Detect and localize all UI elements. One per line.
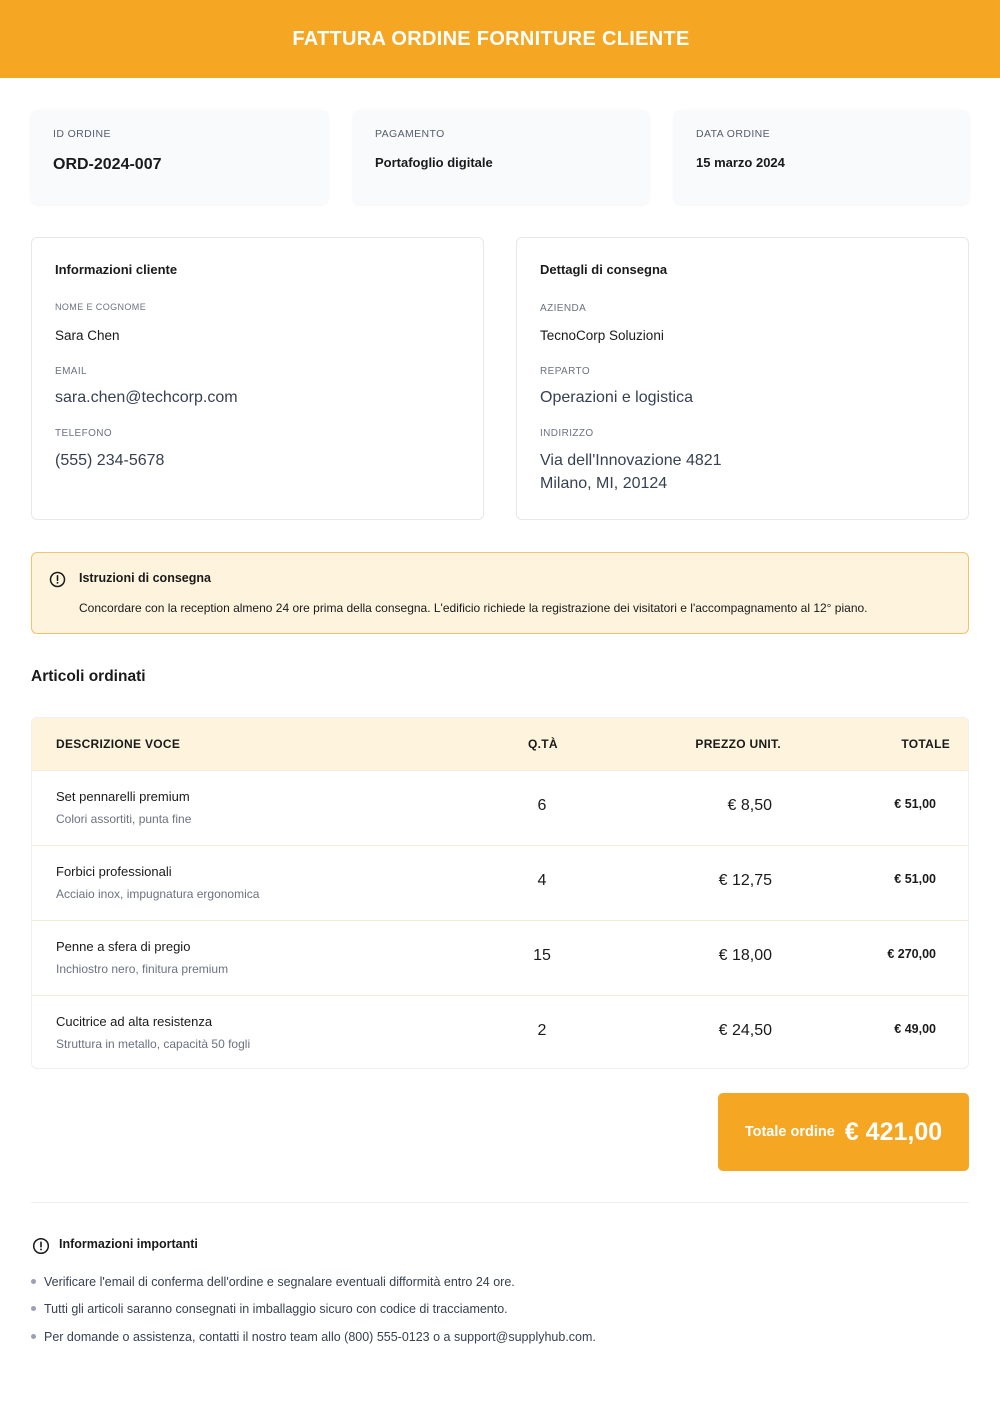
table-row: [32, 995, 969, 1069]
list-item: [31, 1302, 508, 1316]
bullet-dot: [31, 1334, 36, 1339]
important-bullet-text: Per domande o assistenza, contatti il nostro team allo (800) 555-0123 o a support@supplyhub.com.: [44, 1330, 596, 1344]
item-name: Forbici professionali: [56, 864, 172, 879]
items-table-header: [32, 718, 969, 770]
important-bullet-text: Verificare l'email di conferma dell'ordine e segnalare eventuali difformità entro 24 ore.: [44, 1275, 515, 1289]
item-total: € 49,00: [894, 1022, 936, 1036]
col-total: TOTALE: [901, 737, 950, 751]
important-info-title: Informazioni importanti: [59, 1237, 198, 1251]
important-bullet-text: Tutti gli articoli saranno consegnati in imballaggio sicuro con codice di tracciamento.: [44, 1302, 508, 1316]
item-quantity: 15: [533, 947, 551, 964]
address-label: INDIRIZZO: [540, 428, 594, 439]
customer-name-label: NOME E COGNOME: [55, 302, 147, 312]
alert-circle-icon: [49, 571, 66, 593]
customer-info-panel: [31, 237, 484, 520]
order-total-label: Totale ordine: [744, 1124, 835, 1140]
customer-name: Sara Chen: [55, 328, 120, 343]
item-quantity: 2: [537, 1022, 547, 1039]
order-id-label: ID ORDINE: [53, 128, 111, 140]
list-item: [31, 1330, 596, 1344]
alert-circle-icon: [32, 1237, 50, 1260]
customer-email[interactable]: sara.chen@techcorp.com: [55, 389, 238, 406]
items-table: [31, 717, 969, 1069]
customer-phone-label: TELEFONO: [55, 428, 113, 439]
address-line-1: Via dell'Innovazione 4821: [540, 452, 722, 469]
delivery-instructions-text: Concordare con la reception almeno 24 ore prima della consegna. L'edificio richiede la registrazione dei visitatori e l'accompagnamento al 12° piano.: [79, 601, 868, 615]
bullet-dot: [31, 1306, 36, 1311]
item-unit-price: € 24,50: [718, 1022, 772, 1039]
list-item: [31, 1275, 515, 1289]
item-total: € 51,00: [894, 872, 936, 886]
table-row: [32, 920, 969, 995]
item-description: Struttura in metallo, capacità 50 fogli: [56, 1037, 251, 1051]
item-unit-price: € 8,50: [727, 797, 772, 814]
customer-phone: (555) 234-5678: [55, 452, 165, 469]
col-description: DESCRIZIONE VOCE: [56, 737, 181, 751]
item-total: € 270,00: [887, 947, 936, 961]
item-quantity: 6: [537, 797, 547, 814]
customer-email-label: EMAIL: [55, 366, 88, 377]
department-name: Operazioni e logistica: [540, 389, 693, 406]
order-date-value: 15 marzo 2024: [696, 155, 785, 170]
invoice-header: [0, 0, 1000, 78]
order-total-box: [718, 1093, 969, 1171]
item-unit-price: € 18,00: [718, 947, 772, 964]
payment-label: PAGAMENTO: [375, 128, 445, 140]
item-unit-price: € 12,75: [718, 872, 772, 889]
order-date-label: DATA ORDINE: [696, 128, 771, 140]
item-description: Colori assortiti, punta fine: [56, 812, 192, 826]
customer-info-title: Informazioni cliente: [55, 262, 178, 277]
company-label: AZIENDA: [540, 303, 587, 314]
order-total-value: € 421,00: [844, 1117, 943, 1146]
item-total: € 51,00: [894, 797, 936, 811]
payment-value: Portafoglio digitale: [375, 155, 493, 170]
table-row: [32, 770, 969, 845]
delivery-instructions-notice: [31, 552, 969, 634]
address-line-2: Milano, MI, 20124: [540, 475, 668, 492]
bullet-dot: [31, 1279, 36, 1284]
delivery-details-title: Dettagli di consegna: [540, 262, 668, 277]
col-quantity: Q.TÀ: [528, 737, 558, 751]
invoice-title: FATTURA ORDINE FORNITURE CLIENTE: [292, 27, 690, 50]
delivery-details-panel: [516, 237, 969, 520]
item-name: Set pennarelli premium: [56, 789, 190, 804]
payment-card: [353, 110, 649, 204]
order-date-card: [674, 110, 969, 204]
department-label: REPARTO: [540, 366, 591, 377]
item-quantity: 4: [537, 872, 547, 889]
section-divider: [31, 1202, 969, 1203]
item-name: Cucitrice ad alta resistenza: [56, 1014, 213, 1029]
col-unit-price: PREZZO UNIT.: [695, 737, 781, 751]
order-id-value: ORD-2024-007: [53, 156, 162, 173]
item-description: Inchiostro nero, finitura premium: [56, 962, 229, 976]
company-name: TecnoCorp Soluzioni: [540, 328, 664, 343]
item-name: Penne a sfera di pregio: [56, 939, 191, 954]
table-row: [32, 845, 969, 920]
delivery-instructions-title: Istruzioni di consegna: [79, 571, 211, 585]
item-description: Acciaio inox, impugnatura ergonomica: [56, 887, 260, 901]
order-id-card: [31, 110, 328, 204]
ordered-items-title: Articoli ordinati: [31, 668, 146, 685]
